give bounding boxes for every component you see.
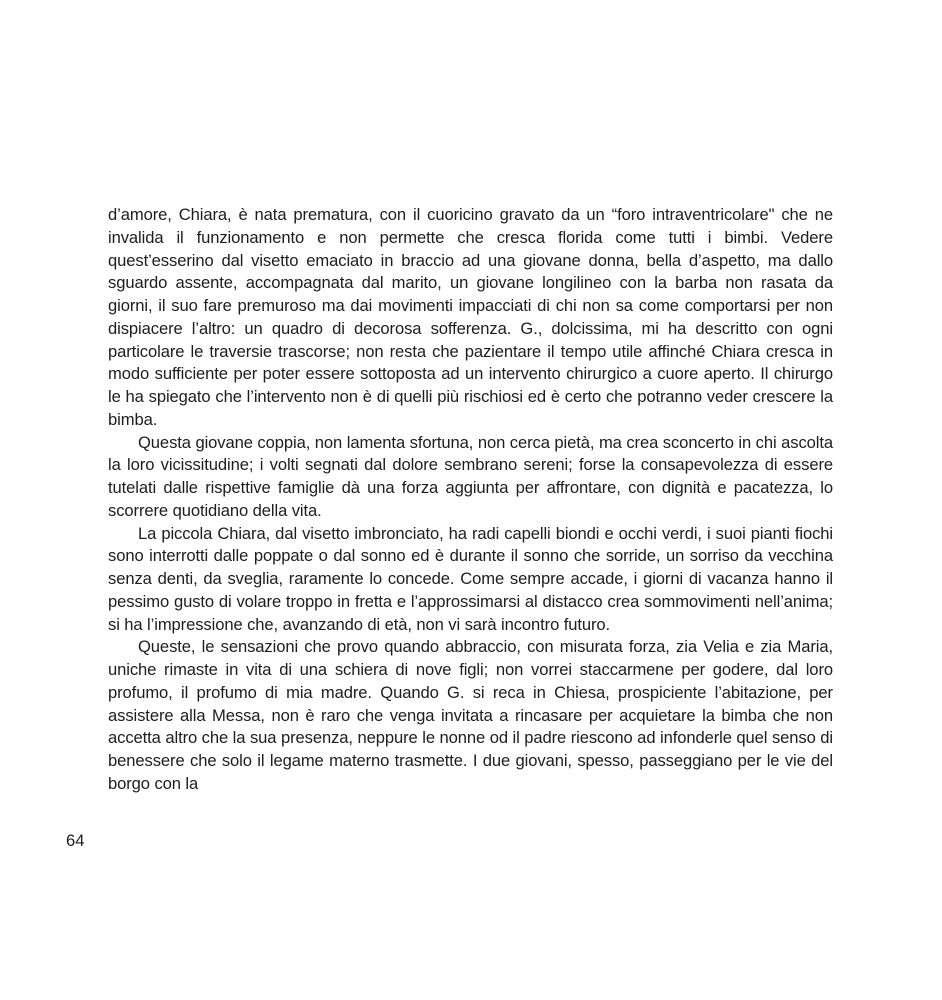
paragraph-3: La piccola Chiara, dal visetto imbronciato, ha radi capelli biondi e occhi verdi, i suoi pianti fiochi sono interrotti dalle poppate o dal sonno ed è durante il sonno che sorride, un sorriso da vecchina senza denti, da sveglia, raramente lo concede. Come sempre accade, i giorni di vacanza hanno il pessimo gusto di volare troppo in fretta e l’approssimarsi al distacco crea sommovimenti nell’anima; si ha l’impressione che, avanzando di età, non vi sarà incontro futuro. — [108, 523, 833, 634]
page-number: 64 — [66, 831, 85, 850]
paragraph-4: Queste, le sensazioni che provo quando abbraccio, con misurata forza, zia Velia e zia Maria, uniche rimaste in vita di una schiera di nove figli; non vorrei staccarmene per godere, dal loro profumo, il profumo di mia madre. Quando G. si reca in Chiesa, prospiciente l’abitazione, per assistere alla Messa, non è raro che venga invitata a rincasare per acquietare la bimba che non accetta altro che la sua presenza, neppure le nonne od il padre riescono ad infonderle quel senso di benessere che solo il legame materno trasmette. I due giovani, spesso, passeggiano per le vie del borgo con la — [108, 637, 833, 793]
paragraph-1: d’amore, Chiara, è nata prematura, con il cuoricino gravato da un “foro intraventricolare" che ne invalida il funzionamento e non permette che cresca florida come tutti i bimbi. Vedere quest’esserino dal visetto emaciato in braccio ad una giovane donna, bella d’aspetto, ma dallo sguardo assente, accompagnata dal marito, un giovane longilineo con la barba non rasata da giorni, il suo fare premuroso ma dai movimenti impacciati di chi non sa come comportarsi per non dispiacere l’altro: un quadro di decorosa sofferenza. G., dolcissima, mi ha descritto con ogni particolare le traversie trascorse; non resta che pazientare il tempo utile affinché Chiara cresca in modo sufficiente per poter essere sottoposta ad un intervento chirurgico a cuore aperto. Il chirurgo le ha spiegato che l’intervento non è di quelli più rischiosi ed è certo che potranno veder crescere la bimba. — [108, 205, 833, 429]
paragraph-2: Questa giovane coppia, non lamenta sfortuna, non cerca pietà, ma crea sconcerto in chi ascolta la loro vicissitudine; i volti segnati dal dolore sembrano sereni; forse la consapevolezza di essere tutelati dalle rispettive famiglie dà una forza aggiunta per affrontare, con dignità e pacatezza, lo scorrere quotidiano della vita. — [108, 432, 833, 520]
page-body-text — [108, 204, 833, 796]
